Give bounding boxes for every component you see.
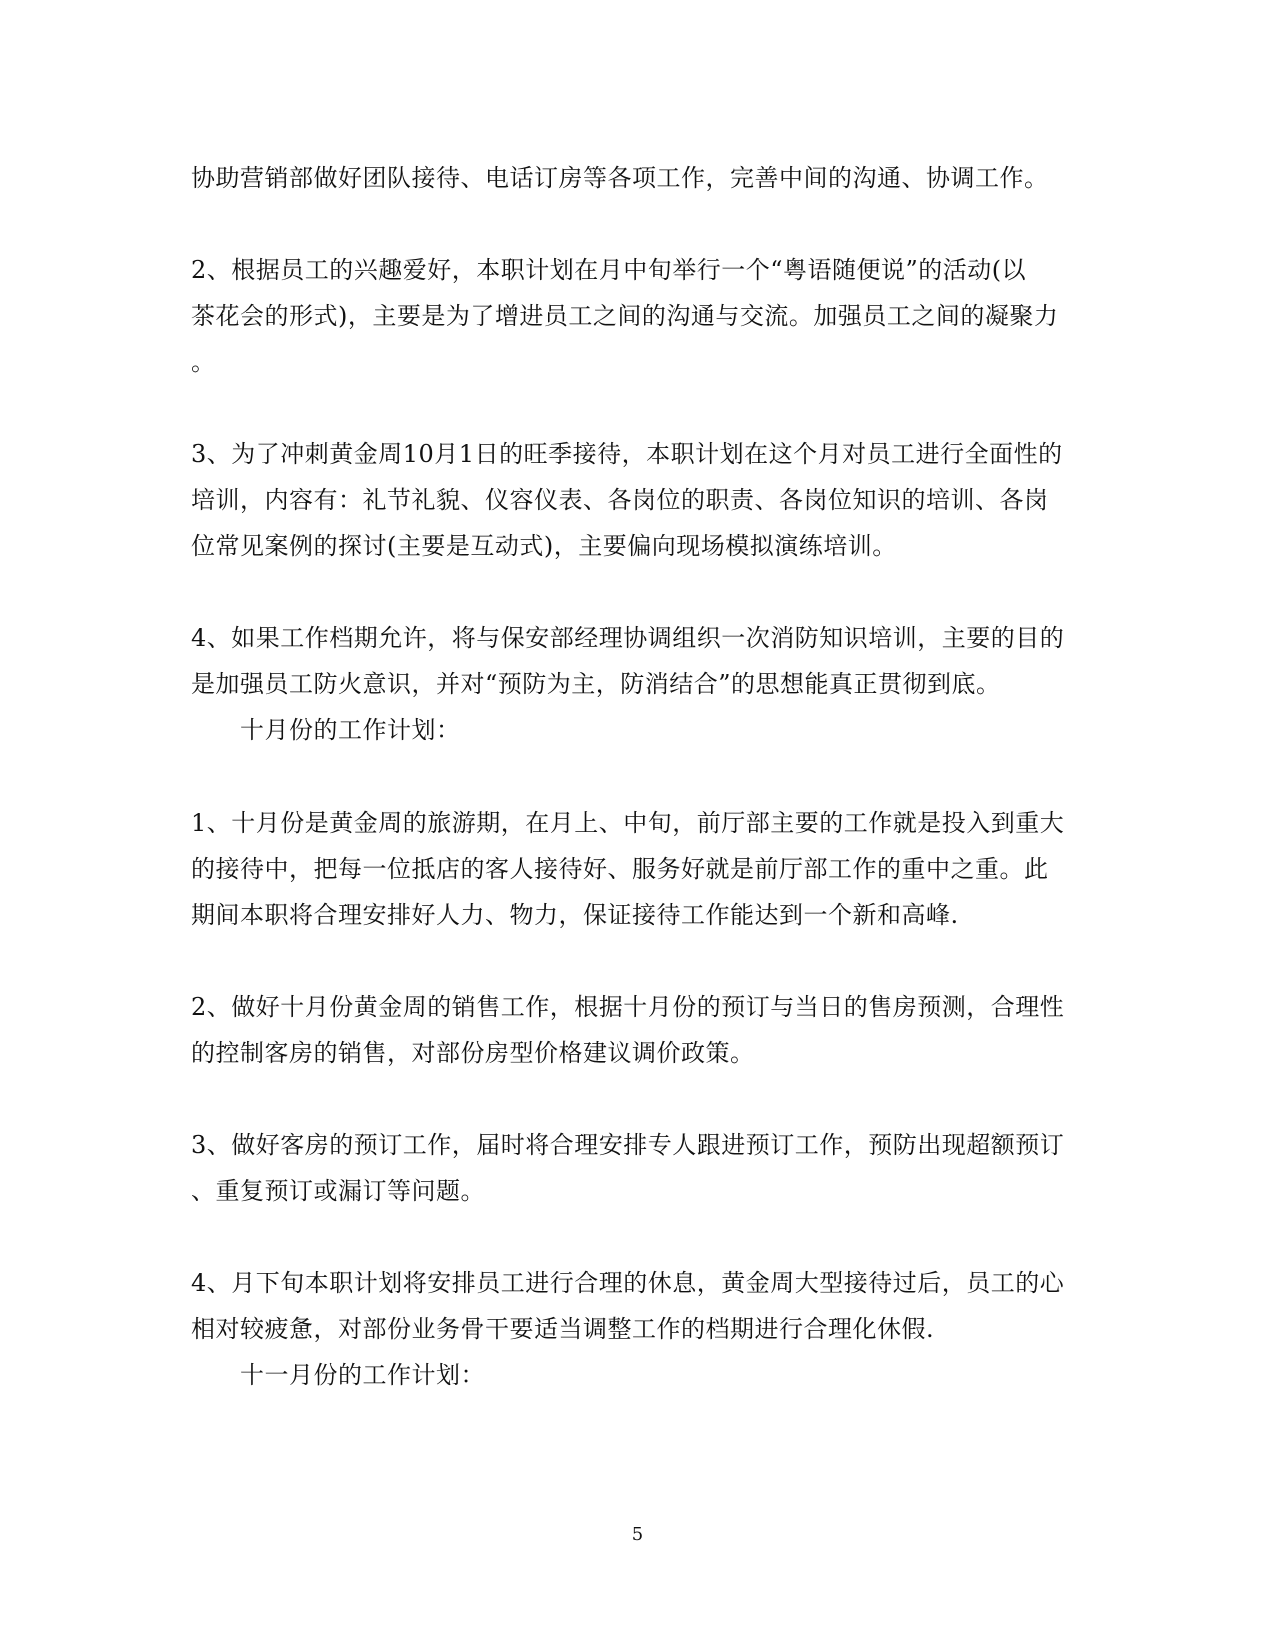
text-line: 4、如果工作档期允许，将与保安部经理协调组织一次消防知识培训，主要的目的 (191, 624, 1065, 652)
text-line: 协助营销部做好团队接待、电话订房等各项工作，完善中间的沟通、协调工作。 (191, 164, 1049, 192)
text-line: 的控制客房的销售，对部份房型价格建议调价政策。 (191, 1039, 755, 1067)
text-line: 2、根据员工的兴趣爱好，本职计划在月中旬举行一个“粤语随便说”的活动(以 (191, 256, 1027, 284)
text-line: 茶花会的形式)，主要是为了增进员工之间的沟通与交流。加强员工之间的凝聚力 (191, 302, 1059, 330)
text-line: 是加强员工防火意识，并对“预防为主，防消结合”的思想能真正贯彻到底。 (191, 670, 1001, 698)
text-line: 4、月下旬本职计划将安排员工进行合理的休息，黄金周大型接待过后，员工的心 (191, 1269, 1065, 1297)
text-line: 3、为了冲刺黄金周10月1日的旺季接待，本职计划在这个月对员工进行全面性的 (191, 440, 1063, 468)
text-line: 1、十月份是黄金周的旅游期，在月上、中旬，前厅部主要的工作就是投入到重大 (191, 809, 1065, 837)
text-line: 3、做好客房的预订工作，届时将合理安排专人跟进预订工作，预防出现超额预订 (191, 1131, 1065, 1159)
text-line: 期间本职将合理安排好人力、物力，保证接待工作能达到一个新和高峰. (191, 901, 959, 929)
text-line: 、重复预订或漏订等问题。 (191, 1177, 485, 1205)
page-number: 5 (631, 1524, 644, 1545)
section-heading: 十月份的工作计划： (240, 716, 461, 744)
text-line: 。 (191, 348, 216, 376)
text-line: 位常见案例的探讨(主要是互动式)，主要偏向现场模拟演练培训。 (191, 532, 897, 560)
text-line: 相对较疲惫，对部份业务骨干要适当调整工作的档期进行合理化休假. (191, 1315, 935, 1343)
section-heading: 十一月份的工作计划： (240, 1361, 485, 1389)
text-line: 2、做好十月份黄金周的销售工作，根据十月份的预订与当日的售房预测，合理性 (191, 993, 1065, 1021)
text-line: 培训，内容有：礼节礼貌、仪容仪表、各岗位的职责、各岗位知识的培训、各岗 (191, 486, 1049, 514)
text-line: 的接待中，把每一位抵店的客人接待好、服务好就是前厅部工作的重中之重。此 (191, 855, 1049, 883)
